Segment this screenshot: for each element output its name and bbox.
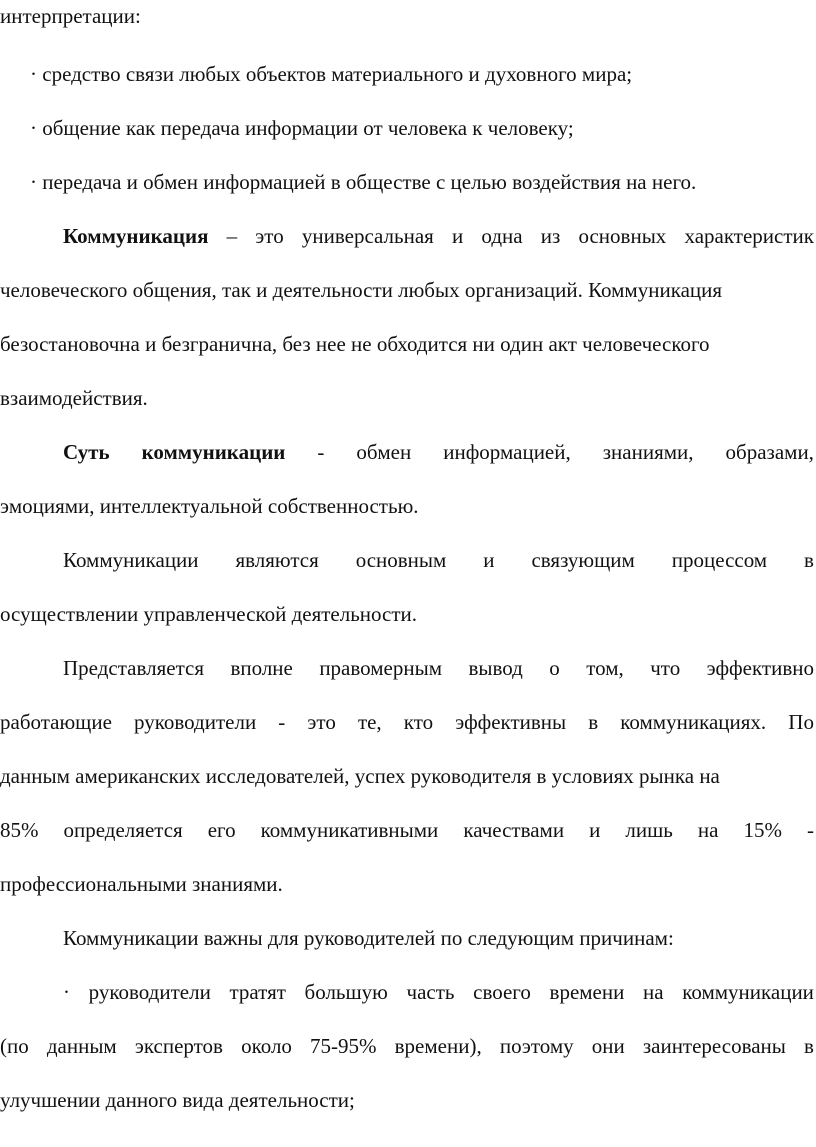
word: – (226, 224, 238, 248)
word: коммуникациях. (620, 710, 767, 734)
word: основным (355, 548, 447, 572)
word: процессом (671, 548, 768, 572)
word: экспертов (134, 1034, 223, 1058)
word: коммуникации (682, 980, 814, 1004)
word: 75-95% (310, 1034, 377, 1058)
word: связующим (531, 548, 635, 572)
paragraph-line (63, 656, 814, 680)
word: о (549, 656, 560, 680)
text-line: интерпретации: (0, 4, 141, 28)
word: универсальная (301, 224, 434, 248)
word: руководители (88, 980, 211, 1004)
word: из (540, 224, 561, 248)
paragraph-line: данным американских исследователей, успех руководителя в условиях рынка на (0, 764, 720, 788)
word: заинтересованы (642, 1034, 786, 1058)
term-bold: Коммуникация (63, 224, 209, 248)
word: правомерным (319, 656, 442, 680)
word: По (788, 710, 814, 734)
paragraph-line: осуществлении управленческой деятельности. (0, 602, 418, 626)
word: они (591, 1034, 625, 1058)
word: его (207, 818, 236, 842)
word: (по (0, 1034, 29, 1058)
word: определяется (63, 818, 183, 842)
word: - (278, 710, 286, 734)
word: - (806, 818, 814, 842)
word: времени), (394, 1034, 482, 1058)
word: это (255, 224, 284, 248)
word: вполне (230, 656, 293, 680)
paragraph-line (63, 548, 814, 572)
word: знаниями, (602, 440, 694, 464)
paragraph-line: Коммуникации важны для руководителей по следующим причинам: (63, 926, 674, 950)
word: большую (304, 980, 388, 1004)
term-bold: Суть (63, 440, 110, 464)
word: обмен (356, 440, 412, 464)
term-bold: коммуникации (141, 440, 286, 464)
word: и (483, 548, 495, 572)
word: в (804, 548, 814, 572)
word: вывод (468, 656, 523, 680)
paragraph-line: улучшении данного вида деятельности; (0, 1088, 355, 1112)
word: основных (578, 224, 667, 248)
word: коммуникативными (260, 818, 439, 842)
word: это (307, 710, 336, 734)
word: и (589, 818, 601, 842)
word: одна (481, 224, 523, 248)
word: те, (357, 710, 382, 734)
paragraph-line (0, 1034, 814, 1058)
word: том, (586, 656, 624, 680)
bullet-item: · общение как передача информации от человека к человеку; (30, 116, 574, 140)
paragraph-line: взаимодействия. (0, 386, 148, 410)
word: времени (549, 980, 625, 1004)
word: кто (403, 710, 434, 734)
paragraph-line: человеческого общения, так и деятельности любых организаций. Коммуникация (0, 278, 723, 302)
word: · (63, 980, 70, 1004)
word: что (650, 656, 681, 680)
paragraph-line (63, 980, 814, 1004)
word: образами, (725, 440, 814, 464)
word: на (643, 980, 664, 1004)
paragraph-line: профессиональными знаниями. (0, 872, 283, 896)
paragraph-line (0, 818, 814, 842)
word: работающие (0, 710, 112, 734)
word: являются (235, 548, 319, 572)
paragraph-line: эмоциями, интеллектуальной собственностью. (0, 494, 419, 518)
word: - (317, 440, 325, 464)
word: данным (46, 1034, 117, 1058)
paragraph-line (63, 440, 814, 464)
word: Коммуникации (63, 548, 199, 572)
paragraph-line: безостановочна и безгранична, без нее не обходится ни один акт человеческого (0, 332, 710, 356)
word: лишь (625, 818, 673, 842)
word: информацией, (443, 440, 571, 464)
word: эффективно (706, 656, 814, 680)
word: 15% (743, 818, 782, 842)
word: часть (406, 980, 455, 1004)
word: на (697, 818, 719, 842)
bullet-item: · средство связи любых объектов материального и духовного мира; (30, 62, 633, 86)
word: тратят (229, 980, 286, 1004)
word: своего (473, 980, 531, 1004)
word: 85% (0, 818, 39, 842)
word: в (804, 1034, 814, 1058)
word: эффективны (455, 710, 567, 734)
word: и (452, 224, 464, 248)
bullet-item: · передача и обмен информацией в обществе с целью воздействия на него. (30, 170, 697, 194)
word: поэтому (499, 1034, 574, 1058)
word: руководители (134, 710, 257, 734)
paragraph-line (63, 224, 814, 248)
word: в (588, 710, 599, 734)
word: качествами (463, 818, 565, 842)
paragraph-line (0, 710, 814, 734)
word: Представляется (63, 656, 204, 680)
word: характеристик (684, 224, 814, 248)
word: около (241, 1034, 292, 1058)
